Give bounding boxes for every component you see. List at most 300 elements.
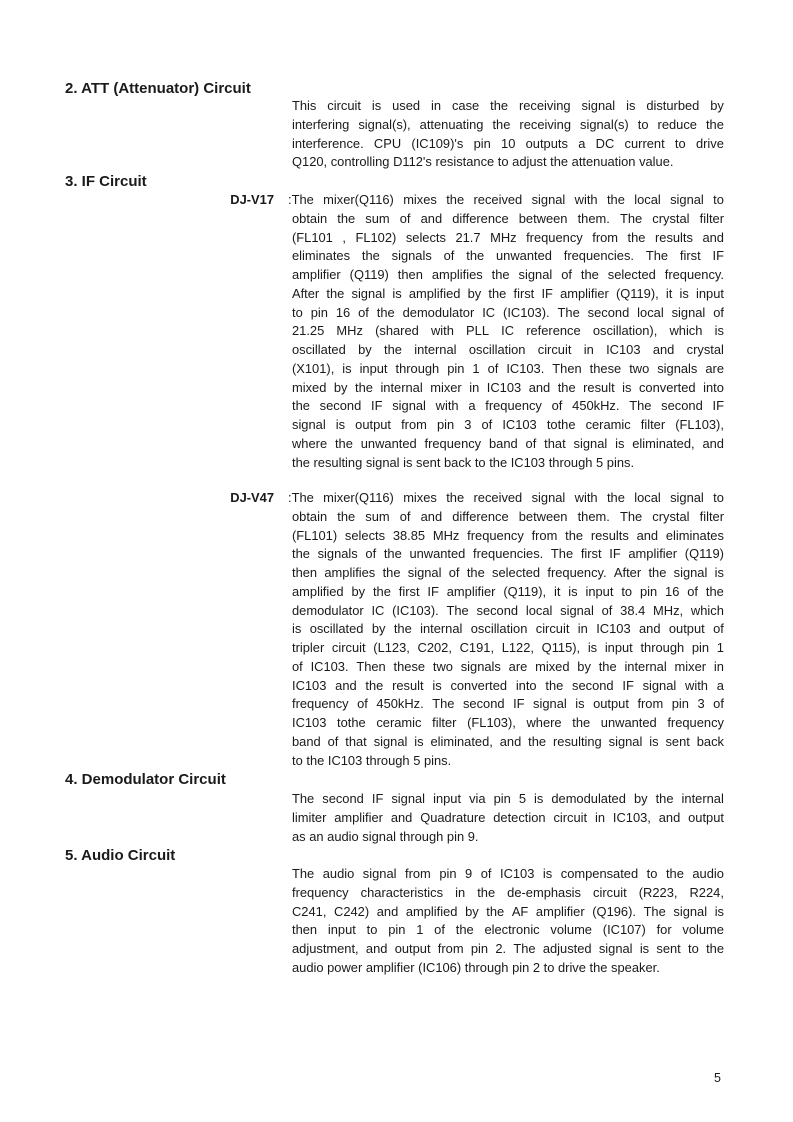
- word: with: [574, 192, 598, 207]
- word: then: [397, 267, 423, 282]
- word: back: [696, 733, 724, 749]
- word: signal: [560, 602, 594, 618]
- word: PLL: [466, 323, 489, 339]
- word: for: [656, 922, 672, 938]
- word: selected: [607, 267, 656, 282]
- word: IC103: [500, 866, 535, 881]
- text-line: [292, 903, 724, 922]
- word: amplifier: [535, 903, 585, 919]
- word: the: [550, 154, 569, 170]
- word: then: [292, 922, 318, 938]
- word: amplifies: [324, 565, 376, 580]
- word: that: [345, 733, 367, 749]
- word: amplifier: [292, 267, 341, 282]
- word: adjust: [512, 154, 547, 170]
- word: C241,: [292, 903, 327, 919]
- word: interfering: [292, 116, 350, 132]
- word: to: [474, 454, 486, 470]
- word: internal: [380, 379, 423, 395]
- word: 3: [464, 417, 472, 432]
- word: IC103: [486, 379, 522, 395]
- word: signal: [598, 941, 633, 956]
- word: is: [534, 791, 544, 806]
- word: tripler: [292, 640, 325, 655]
- word: which: [690, 602, 724, 618]
- word: amplifier: [560, 285, 609, 301]
- word: frequency: [467, 527, 524, 543]
- word: the: [372, 583, 391, 599]
- text-line: [292, 921, 724, 940]
- word: characteristics: [360, 884, 444, 900]
- word: obtain: [292, 508, 328, 524]
- word: The: [629, 398, 652, 414]
- text-line: [292, 97, 724, 116]
- word: (R223,: [638, 884, 678, 900]
- word: in: [455, 884, 466, 900]
- word: by: [710, 98, 724, 113]
- word: signal: [362, 866, 397, 881]
- text-line: [292, 135, 724, 154]
- word: amplified: [408, 285, 461, 301]
- word: value.: [639, 154, 674, 170]
- word: of: [551, 398, 563, 414]
- word: with: [685, 677, 708, 693]
- word: amplified: [292, 583, 344, 599]
- word: and: [652, 342, 675, 357]
- word: the: [326, 285, 345, 301]
- word: output: [355, 417, 391, 432]
- word: band: [489, 435, 518, 451]
- word: to: [646, 866, 658, 881]
- word: mixes: [403, 192, 437, 207]
- text-line: [292, 658, 724, 677]
- word: the: [580, 267, 599, 282]
- word: the: [292, 546, 310, 562]
- word: electronic: [484, 922, 540, 938]
- word: C242): [334, 903, 370, 919]
- word: After: [613, 565, 642, 580]
- word: as: [292, 828, 306, 844]
- word: Then: [552, 360, 582, 376]
- word: of: [327, 733, 339, 749]
- word: IF: [427, 583, 439, 599]
- word: reduce: [657, 116, 697, 132]
- word: sum: [365, 508, 390, 524]
- word: (Q119),: [615, 285, 659, 301]
- text-line: [292, 583, 724, 602]
- word: local: [634, 192, 661, 207]
- word: output: [688, 809, 724, 825]
- word: disturbed: [646, 98, 700, 113]
- word: of: [713, 696, 724, 712]
- word: to: [621, 583, 633, 599]
- word: through: [395, 360, 440, 376]
- word: the: [705, 583, 724, 599]
- word: second: [322, 791, 364, 806]
- word: between: [518, 508, 568, 524]
- word: second: [587, 304, 630, 320]
- word: the: [557, 379, 576, 395]
- word: pin: [446, 828, 465, 844]
- word: the: [606, 490, 625, 505]
- word: pin: [639, 583, 658, 599]
- word: is: [714, 903, 724, 919]
- word: IC103: [510, 454, 546, 470]
- word: is: [587, 640, 598, 655]
- word: signal: [642, 677, 677, 693]
- word: circuit: [327, 98, 361, 113]
- text-line: [292, 341, 724, 360]
- section-heading-demodulator: 4. Demodulator Circuit: [65, 771, 226, 788]
- text-line: [288, 489, 724, 508]
- word: received: [473, 192, 523, 207]
- word: them.: [577, 508, 610, 524]
- word: pin: [388, 922, 406, 938]
- word: drive: [695, 135, 724, 151]
- word: circuit: [535, 621, 570, 637]
- word: (IC107): [602, 922, 646, 938]
- word: the: [492, 116, 511, 132]
- word: to: [674, 135, 686, 151]
- word: through: [365, 752, 410, 768]
- word: mixer(Q116): [323, 192, 394, 207]
- word: from: [405, 866, 431, 881]
- word: 9: [465, 866, 473, 881]
- word: signal: [351, 285, 386, 301]
- word: 5: [518, 791, 526, 806]
- word: input: [327, 922, 356, 938]
- word: (FL101: [292, 229, 333, 245]
- text-line: [292, 959, 724, 978]
- word: DC: [595, 135, 615, 151]
- word: MHz: [336, 323, 363, 339]
- text-line: [292, 564, 724, 583]
- word: unwanted: [496, 248, 552, 264]
- word: output: [394, 941, 431, 956]
- word: the: [382, 565, 401, 580]
- word: filter: [640, 417, 666, 432]
- word: of: [713, 621, 724, 637]
- word: is: [414, 733, 424, 749]
- word: pin: [493, 791, 511, 806]
- text-line: [292, 360, 724, 379]
- word: IC103: [596, 621, 631, 637]
- word: signals: [657, 360, 698, 376]
- word: mixer: [430, 379, 462, 395]
- word: converted: [450, 677, 508, 693]
- word: to: [713, 192, 724, 207]
- text-line: [292, 940, 724, 959]
- word: signal: [373, 733, 408, 749]
- word: the: [606, 192, 625, 207]
- word: and: [702, 229, 724, 245]
- word: compensated: [560, 866, 639, 881]
- word: signals: [460, 658, 501, 674]
- word: is: [342, 360, 352, 376]
- word: 1: [416, 922, 424, 938]
- word: circuit: [553, 809, 588, 825]
- word: the: [292, 398, 310, 414]
- word: internal: [681, 791, 724, 806]
- word: signal: [581, 98, 616, 113]
- word: The: [619, 210, 643, 226]
- word: 21.25: [292, 323, 325, 339]
- word: ceramic: [376, 715, 422, 730]
- word: 2: [532, 959, 541, 975]
- word: demodulated: [551, 791, 626, 806]
- word: the: [365, 677, 384, 693]
- word: the: [306, 752, 325, 768]
- word: it: [553, 583, 561, 599]
- word: of: [434, 922, 445, 938]
- word: (FL103),: [467, 715, 516, 730]
- word: IF: [371, 398, 383, 414]
- word: first: [580, 546, 602, 562]
- word: internal: [420, 621, 463, 637]
- word: oscillated: [309, 621, 364, 637]
- word: and: [420, 508, 443, 524]
- word: is: [392, 285, 402, 301]
- word: AF: [511, 903, 529, 919]
- word: with: [435, 398, 459, 414]
- word: of: [292, 658, 303, 674]
- word: audio: [327, 828, 359, 844]
- label-dj-v17: DJ-V17: [230, 192, 274, 207]
- word: signal(s): [580, 116, 629, 132]
- word: results: [590, 527, 629, 543]
- word: and: [365, 941, 388, 956]
- word: MHz,: [653, 602, 684, 618]
- word: frequency: [526, 229, 583, 245]
- text-line: [292, 322, 724, 341]
- text-line: [292, 527, 724, 546]
- word: eliminates: [292, 248, 351, 264]
- word: FL102): [355, 229, 397, 245]
- word: 38.85: [392, 527, 426, 543]
- word: first: [679, 248, 701, 264]
- word: signal: [670, 192, 704, 207]
- word: sent: [665, 733, 690, 749]
- text-line: [292, 210, 724, 229]
- word: MHz: [490, 229, 517, 245]
- word: filter: [699, 210, 724, 226]
- word: signals: [391, 248, 432, 264]
- word: selects: [344, 527, 386, 543]
- word: are: [508, 658, 528, 674]
- word: pin: [447, 360, 465, 376]
- word: of: [480, 866, 492, 881]
- word: (X101),: [292, 360, 335, 376]
- word: The: [292, 866, 315, 881]
- word: and: [658, 809, 681, 825]
- word: resulting: [553, 733, 602, 749]
- word: a: [468, 398, 476, 414]
- word: back: [444, 454, 472, 470]
- word: and: [499, 733, 522, 749]
- word: internal: [624, 658, 667, 674]
- word: from: [401, 417, 427, 432]
- word: by: [577, 658, 591, 674]
- word: signal: [407, 565, 442, 580]
- word: receiving: [519, 116, 571, 132]
- word: from: [531, 527, 558, 543]
- word: oscillation: [470, 621, 528, 637]
- word: is: [575, 696, 585, 712]
- word: eliminated,: [430, 733, 493, 749]
- word: eliminates: [665, 527, 724, 543]
- word: (shared: [375, 323, 419, 339]
- word: pin: [473, 135, 491, 151]
- word: in: [594, 809, 606, 825]
- word: signal: [670, 490, 704, 505]
- word: received: [473, 490, 523, 505]
- text-line: [292, 454, 724, 473]
- word: is: [649, 733, 659, 749]
- word: frequencies.: [563, 248, 634, 264]
- word: oscillated: [292, 342, 346, 357]
- word: in: [469, 379, 480, 395]
- word: is: [615, 435, 625, 451]
- word: 16: [665, 583, 680, 599]
- word: the: [488, 285, 507, 301]
- word: the: [627, 229, 646, 245]
- word: second: [476, 602, 519, 618]
- word: result: [583, 379, 615, 395]
- word: the: [384, 342, 402, 357]
- word: into: [703, 379, 724, 395]
- word: through: [548, 454, 593, 470]
- word: IF: [622, 677, 634, 693]
- word: is: [714, 323, 724, 339]
- word: pins.: [606, 454, 635, 470]
- word: ceramic: [585, 417, 631, 432]
- word: of: [601, 602, 613, 618]
- word: signal: [531, 490, 566, 505]
- word: C191,: [459, 640, 495, 655]
- paragraph-if-dj-v47: [288, 489, 724, 770]
- word: frequency: [292, 696, 349, 712]
- word: of: [365, 546, 377, 562]
- text-line: [292, 752, 724, 771]
- word: pin: [310, 304, 328, 320]
- word: and: [390, 809, 413, 825]
- word: a: [578, 135, 586, 151]
- word: unwanted: [360, 435, 417, 451]
- paragraph-demodulator: [292, 790, 724, 846]
- word: (Q196).: [592, 903, 636, 919]
- word: MHz: [432, 527, 460, 543]
- word: is: [626, 98, 636, 113]
- word: The: [643, 903, 666, 919]
- word: these: [393, 658, 426, 674]
- word: the: [337, 508, 356, 524]
- word: filter: [699, 508, 724, 524]
- word: the: [565, 527, 584, 543]
- text-line: [292, 379, 724, 398]
- word: signal: [365, 454, 400, 470]
- text-line: [292, 266, 724, 285]
- word: crystal: [686, 342, 724, 357]
- word: signal: [531, 192, 566, 207]
- word: receiving: [518, 98, 571, 113]
- text-line: [292, 397, 724, 416]
- word: to: [713, 490, 724, 505]
- text-line: [292, 247, 724, 266]
- text-line: [292, 304, 724, 323]
- word: is: [292, 621, 302, 637]
- word: output: [668, 621, 705, 637]
- word: signal: [673, 565, 708, 580]
- word: input: [359, 360, 388, 376]
- word: between: [518, 210, 568, 226]
- word: the: [489, 454, 508, 470]
- word: the: [383, 546, 402, 562]
- word: the: [393, 621, 412, 637]
- word: unwanted: [409, 546, 466, 562]
- word: pin: [436, 417, 455, 432]
- word: signal: [608, 733, 643, 749]
- word: current: [624, 135, 665, 151]
- word: signal: [671, 304, 706, 320]
- word: The: [619, 508, 643, 524]
- word: of: [525, 435, 537, 451]
- word: crystal: [652, 508, 690, 524]
- word: frequency: [424, 435, 482, 451]
- word: 450kHz.: [376, 696, 424, 712]
- word: which: [669, 323, 703, 339]
- word: interference.: [292, 135, 364, 151]
- word: is: [542, 866, 553, 881]
- word: is: [432, 677, 442, 693]
- word: demodulator: [292, 602, 364, 618]
- word: the: [648, 565, 667, 580]
- word: IC103.: [310, 658, 349, 674]
- word: adjustment,: [292, 941, 359, 956]
- word: The: [432, 696, 455, 712]
- word: first: [398, 583, 420, 599]
- word: is: [714, 565, 724, 580]
- word: an: [309, 828, 324, 844]
- word: audio: [322, 866, 355, 881]
- word: (FL103),: [675, 417, 724, 432]
- text-line: [292, 695, 724, 714]
- word: of: [687, 583, 699, 599]
- word: mixed: [535, 658, 570, 674]
- word: oscillation),: [592, 323, 658, 339]
- word: frequencies.: [473, 546, 544, 562]
- word: obtain: [292, 210, 328, 226]
- word: from: [592, 229, 619, 245]
- word: 21.7: [455, 229, 481, 245]
- word: mixer(Q116): [323, 490, 394, 505]
- word: the: [706, 941, 724, 956]
- text-line: [292, 865, 724, 884]
- word: The: [292, 791, 315, 806]
- word: (Q119): [349, 267, 389, 282]
- word: de-emphasis: [507, 884, 581, 900]
- word: frequency: [292, 884, 349, 900]
- word: two: [432, 658, 453, 674]
- word: pin: [671, 696, 689, 712]
- word: output: [593, 696, 629, 712]
- page-number: 5: [714, 1071, 721, 1085]
- word: of: [481, 417, 493, 432]
- word: reference: [526, 323, 581, 339]
- word: Q120,: [292, 154, 328, 170]
- word: 2.: [495, 941, 507, 956]
- word: the: [376, 304, 395, 320]
- word: mixed: [292, 379, 327, 395]
